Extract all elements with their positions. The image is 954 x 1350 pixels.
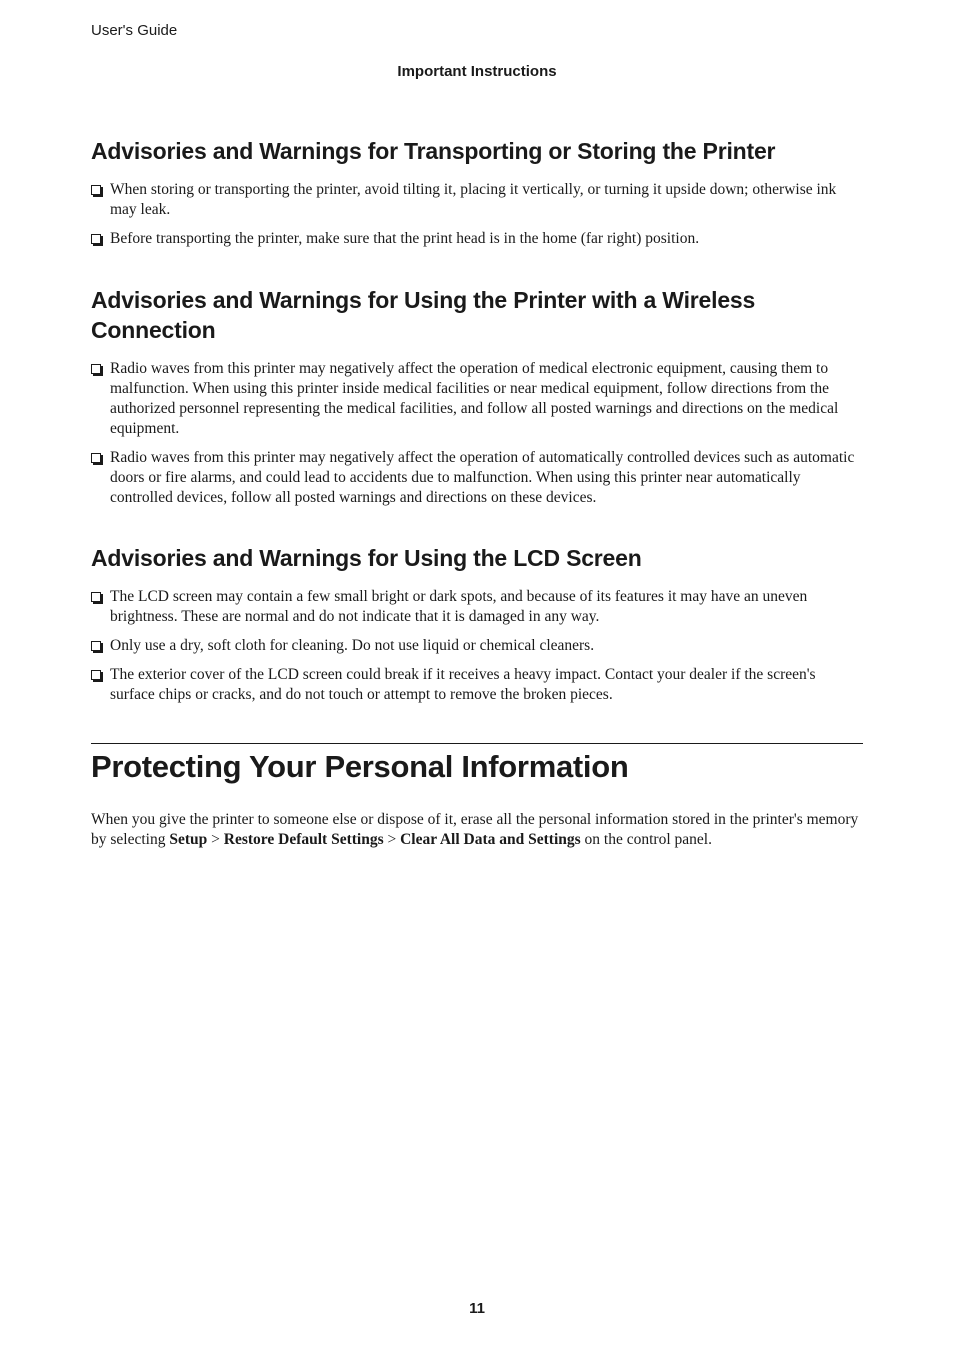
page-number: 11 [469, 1300, 485, 1317]
list-item-text: The exterior cover of the LCD screen could break if it receives a heavy impact. Contact your dealer if the screen's surface chips or cracks, and do not touch or attempt to remove the broken pieces. [110, 666, 816, 703]
bullet-list [91, 587, 863, 705]
checkbox-bullet-icon [91, 185, 101, 195]
checkbox-bullet-icon [91, 641, 101, 651]
document-label: User's Guide [91, 22, 178, 39]
menu-separator: > [207, 831, 224, 848]
list-item [91, 665, 863, 705]
list-item [91, 229, 863, 249]
page-content [91, 136, 863, 850]
menu-path-setup: Setup [169, 831, 208, 848]
section-heading: Advisories and Warnings for Using the LCD Screen [91, 545, 642, 571]
checkbox-bullet-icon [91, 234, 101, 244]
menu-separator: > [383, 831, 401, 848]
checkbox-bullet-icon [91, 670, 101, 680]
list-item [91, 448, 863, 508]
section-lcd-screen [91, 543, 863, 705]
bullet-list [91, 180, 863, 249]
list-item-text: Before transporting the printer, make sure that the print head is in the home (far right) position. [110, 230, 700, 247]
paragraph-text: on the control panel. [580, 831, 712, 848]
list-item-text: The LCD screen may contain a few small bright or dark spots, and because of its features it may have an uneven brightness. These are normal and do not indicate that it is damaged in any way. [110, 588, 808, 625]
list-item [91, 180, 863, 220]
section-personal-information [91, 748, 863, 850]
chapter-heading: Protecting Your Personal Information [91, 749, 629, 784]
section-wireless [91, 285, 863, 508]
section-divider [91, 743, 863, 744]
section-heading: Advisories and Warnings for Transporting or Storing the Printer [91, 138, 776, 164]
bullet-list [91, 359, 863, 508]
paragraph-text: When you give the printer to someone else or dispose of it, erase all the personal information stored in the printer's memory by selecting [91, 811, 859, 848]
section-heading: Advisories and Warnings for Using the Printer with a Wireless Connection [91, 287, 756, 343]
list-item [91, 359, 863, 439]
checkbox-bullet-icon [91, 592, 101, 602]
checkbox-bullet-icon [91, 364, 101, 374]
list-item-text: Radio waves from this printer may negatively affect the operation of automatically controlled devices such as automatic doors or fire alarms, and could lead to accidents due to malfunction. When using this printer near automatically controlled devices, follow all posted warnings and directions on these devices. [110, 449, 855, 506]
section-transport-storage [91, 136, 863, 249]
list-item-text: Only use a dry, soft cloth for cleaning. Do not use liquid or chemical cleaners. [110, 637, 595, 654]
checkbox-bullet-icon [91, 453, 101, 463]
list-item [91, 636, 863, 656]
list-item [91, 587, 863, 627]
menu-path-clear-all-data: Clear All Data and Settings [400, 831, 581, 848]
chapter-title: Important Instructions [397, 63, 557, 80]
list-item-text: When storing or transporting the printer, avoid tilting it, placing it vertically, or turning it upside down; otherwise ink may leak. [110, 181, 837, 218]
menu-path-restore-defaults: Restore Default Settings [223, 831, 384, 848]
list-item-text: Radio waves from this printer may negatively affect the operation of medical electronic equipment, causing them to malfunction. When using this printer inside medical facilities or near medical equipment, follow directions from the authorized personnel representing the medical facilities, and follow all posted warnings and directions on the medical equipment. [110, 360, 839, 437]
body-paragraph [91, 810, 863, 850]
